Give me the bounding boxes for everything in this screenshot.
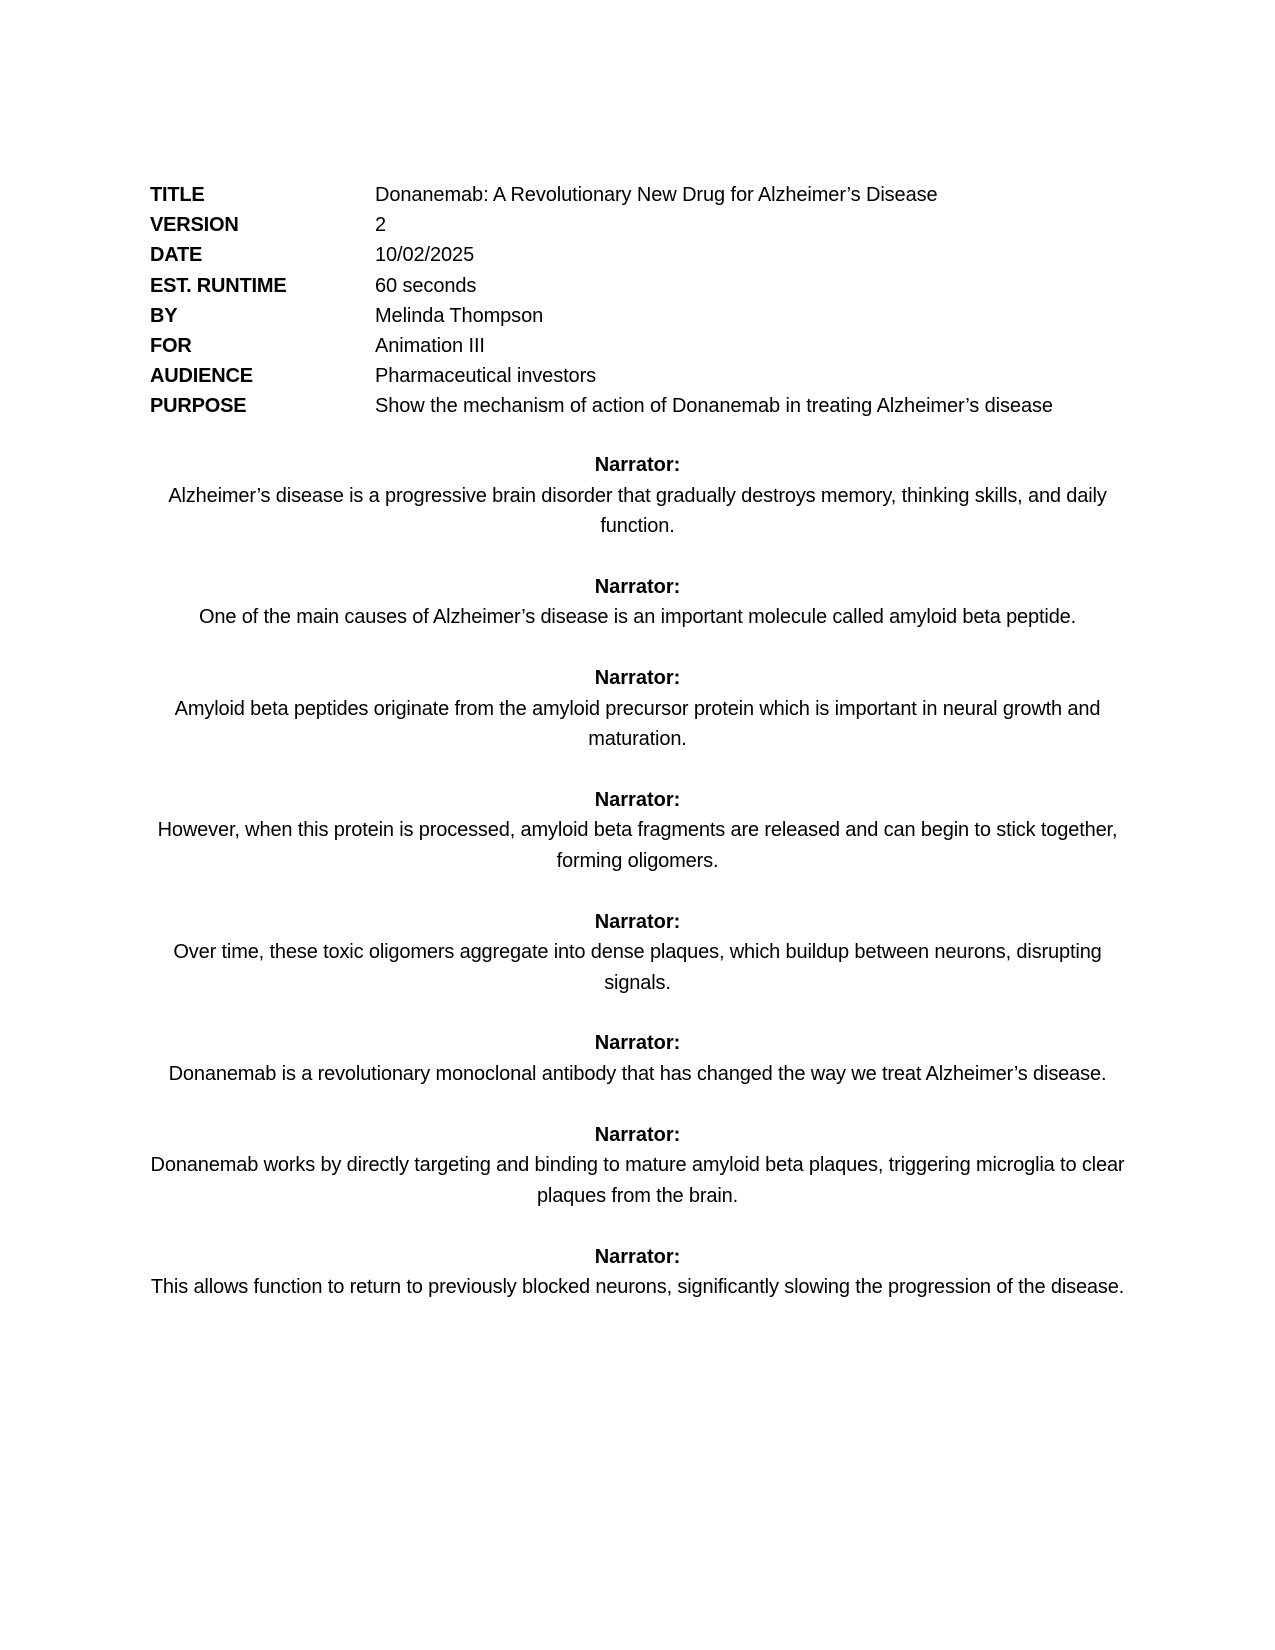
narration-block	[140, 1028, 1135, 1089]
narration-block	[140, 1242, 1135, 1303]
narration-block	[140, 907, 1135, 999]
meta-value: Melinda Thompson	[375, 304, 544, 327]
meta-value: 10/02/2025	[375, 244, 475, 267]
meta-row-for	[150, 331, 1130, 361]
speaker-label: Narrator:	[594, 667, 681, 690]
meta-value: 2	[375, 214, 387, 237]
speaker-label: Narrator:	[594, 788, 681, 811]
narration-block	[140, 663, 1135, 755]
meta-label: FOR	[150, 334, 192, 357]
meta-label: TITLE	[150, 184, 205, 206]
speaker-label: Narrator:	[594, 454, 681, 476]
meta-label: BY	[150, 304, 178, 327]
narration-text: One of the main causes of Alzheimer’s disease is an important molecule called amyloid beta peptide.	[198, 606, 1077, 629]
narration-block	[140, 450, 1135, 542]
meta-row-runtime	[150, 271, 1130, 301]
narration-text: Donanemab is a revolutionary monoclonal antibody that has changed the way we treat Alzheimer’s disease.	[168, 1062, 1107, 1085]
script-metadata	[150, 180, 1130, 422]
meta-label: AUDIENCE	[150, 365, 253, 388]
narration-block	[140, 785, 1135, 877]
meta-row-audience	[150, 361, 1130, 391]
narration-script	[140, 450, 1135, 1333]
meta-label: DATE	[150, 244, 203, 267]
narration-text: However, when this protein is processed, amyloid beta fragments are released and can begin to stick together, forming oligomers.	[157, 819, 1118, 872]
narration-text: Amyloid beta peptides originate from the amyloid precursor protein which is important in neural growth and maturation.	[174, 697, 1101, 751]
speaker-label: Narrator:	[594, 1032, 681, 1055]
speaker-label: Narrator:	[594, 910, 681, 933]
narration-block	[140, 1120, 1135, 1212]
meta-label: EST. RUNTIME	[150, 274, 287, 297]
meta-value: Show the mechanism of action of Donanemab in treating Alzheimer’s disease	[375, 395, 1053, 418]
narration-text: Over time, these toxic oligomers aggregate into dense plaques, which buildup between neurons, disrupting signals.	[173, 941, 1102, 994]
meta-value: Pharmaceutical investors	[375, 365, 597, 388]
speaker-label: Narrator:	[594, 575, 681, 598]
narration-text: Donanemab works by directly targeting and binding to mature amyloid beta plaques, triggering microglia to clear plaques from the brain.	[150, 1154, 1125, 1207]
meta-row-date	[150, 240, 1130, 270]
meta-value: 60 seconds	[375, 274, 477, 297]
meta-row-purpose	[150, 391, 1130, 421]
meta-label: PURPOSE	[150, 395, 247, 418]
meta-row-by	[150, 301, 1130, 331]
meta-row-title	[150, 180, 1130, 210]
narration-text: This allows function to return to previously blocked neurons, significantly slowing the progression of the disease.	[150, 1276, 1125, 1299]
narration-text: Alzheimer’s disease is a progressive brain disorder that gradually destroys memory, thinking skills, and daily function.	[168, 484, 1107, 537]
meta-row-version	[150, 210, 1130, 240]
meta-value: Animation III	[375, 334, 485, 357]
narration-block	[140, 572, 1135, 633]
meta-value: Donanemab: A Revolutionary New Drug for Alzheimer’s Disease	[375, 184, 938, 206]
speaker-label: Narrator:	[594, 1123, 681, 1146]
speaker-label: Narrator:	[594, 1245, 681, 1268]
meta-label: VERSION	[150, 214, 239, 237]
